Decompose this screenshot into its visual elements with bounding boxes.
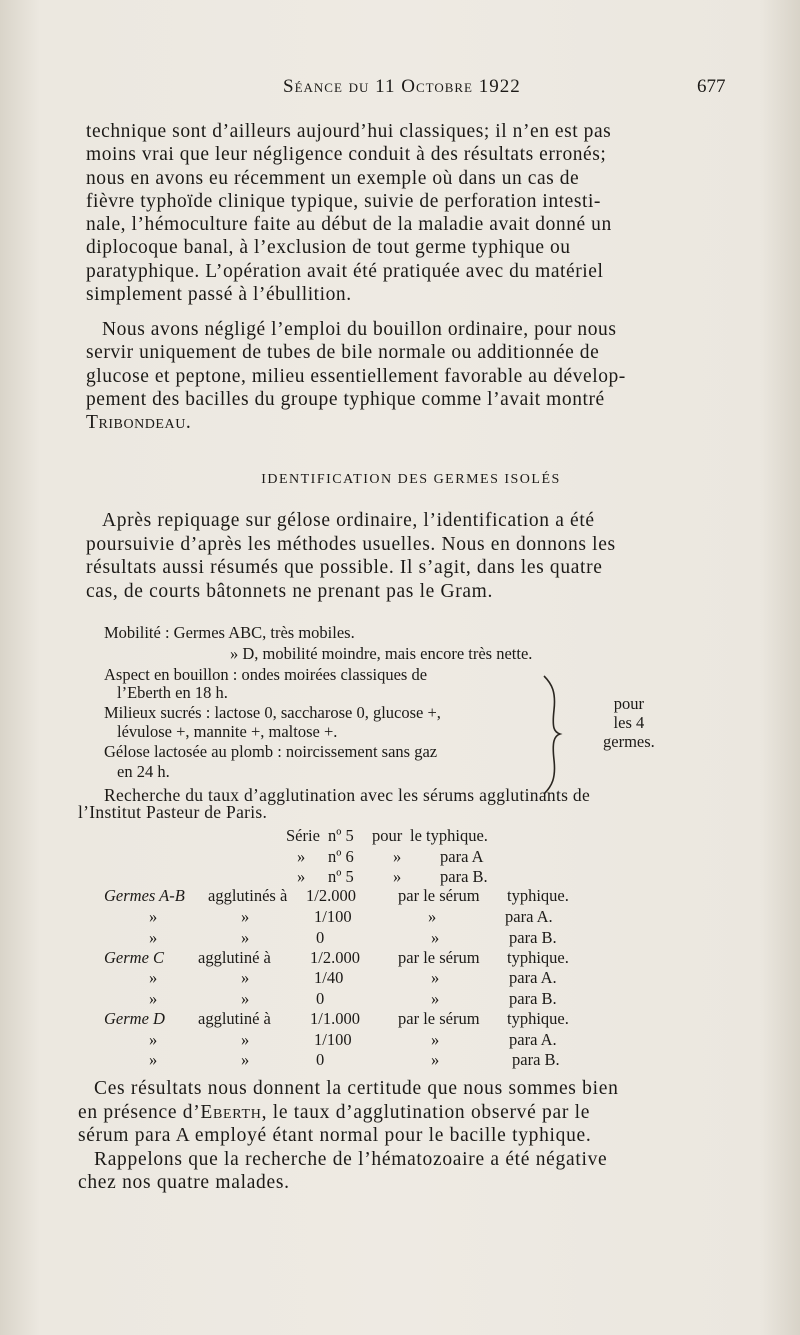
recherche-line-1: Recherche du taux d’agglutination avec les sérums agglutinants de (104, 785, 591, 805)
side-note (603, 694, 655, 751)
text-line: poursuivie d’après les méthodes usuelles. Nous en donnons les (86, 533, 616, 555)
intro-paragraph-1 (86, 120, 729, 306)
agg-mid: par le sérum (398, 1009, 480, 1028)
agg-rate: 1/100 (314, 907, 352, 926)
text-fragment: , le taux d’agglutination observé par le (261, 1101, 591, 1123)
series-label: » (297, 867, 306, 886)
agg-target: typhique. (507, 886, 569, 905)
agg-target: typhique. (507, 1009, 569, 1028)
agg-mid: » (431, 1030, 440, 1049)
agg-verb: » (241, 928, 250, 947)
agg-target: typhique. (507, 948, 569, 967)
agg-rate: 0 (316, 989, 325, 1008)
milieux-line-1: Milieux sucrés : lactose 0, saccharose 0, glucose +, (104, 703, 441, 722)
text-line: résultats aussi résumés que possible. Il s’agit, dans les quatre (86, 557, 603, 578)
intro-paragraph-2 (86, 318, 729, 434)
author-name: Eberth (200, 1101, 262, 1123)
agg-germ: » (149, 989, 158, 1008)
text-fragment: en présence d’ (78, 1101, 201, 1123)
agg-mid: par le sérum (398, 948, 480, 967)
series-for: » (393, 867, 402, 886)
text-line: Après repiquage sur gélose ordinaire, l’identification a été (102, 510, 595, 531)
agg-rate: 1/2.000 (310, 948, 360, 967)
agg-germ: Germe D (104, 1009, 165, 1028)
text-line: fièvre typhoïde clinique typique, suivie de perforation intesti- (86, 190, 601, 212)
text-line: Ces résultats nous donnent la certitude que nous sommes bien (94, 1078, 619, 1099)
page-number: 677 (697, 76, 726, 97)
text-line: paratyphique. L’opération avait été pratiquée avec du matériel (86, 260, 604, 282)
agg-target: para B. (509, 989, 557, 1008)
agg-target: para A. (509, 968, 557, 987)
agg-rate: 1/100 (314, 1030, 352, 1049)
aspect-line-2: l’Eberth en 18 h. (117, 683, 228, 702)
text-line: diplocoque banal, à l’exclusion de tout germe typhique ou (86, 237, 571, 259)
author-name: Tribondeau. (86, 412, 192, 434)
agg-germ: Germe C (104, 948, 165, 967)
section-heading: IDENTIFICATION DES GERMES ISOLÉS (261, 472, 561, 487)
agg-mid: » (431, 1050, 440, 1069)
agg-germ: » (149, 1050, 158, 1069)
side-note-line: pour (613, 694, 645, 713)
agg-mid: » (431, 968, 440, 987)
agg-rate: 0 (316, 928, 325, 947)
text-line: technique sont d’ailleurs aujourd’hui classiques; il n’en est pas (86, 121, 612, 142)
text-line: chez nos quatre malades. (78, 1172, 290, 1193)
agg-rate: 0 (316, 1050, 325, 1069)
series-number: nº 6 (328, 847, 354, 866)
agg-verb: agglutinés à (208, 886, 288, 905)
agg-verb: » (241, 1050, 250, 1069)
gelose-line-2: en 24 h. (117, 762, 170, 781)
agg-rate: 1/2.000 (306, 886, 356, 905)
agg-mid: » (431, 928, 440, 947)
text-line: simplement passé à l’ébullition. (86, 284, 352, 306)
agg-germ: » (149, 928, 158, 947)
agg-verb: » (241, 1030, 250, 1049)
recherche-line-2: l’Institut Pasteur de Paris. (78, 802, 268, 822)
text-line: Rappelons que la recherche de l’hématozoaire a été négative (94, 1148, 608, 1170)
series-label: Série (286, 826, 320, 845)
agg-target: para A. (509, 1030, 557, 1049)
agg-germ: » (149, 968, 158, 987)
text-line: glucose et peptone, milieu essentiellement favorable au dévelop- (86, 365, 626, 387)
closing-paragraphs (78, 1077, 729, 1195)
agg-verb: » (241, 968, 250, 987)
series-number: nº 5 (328, 867, 354, 886)
agg-verb: agglutiné à (198, 948, 271, 967)
text-line: pement des bacilles du groupe typhique comme l’avait montré (86, 388, 605, 410)
running-title: Séance du 11 Octobre 1922 (283, 76, 521, 97)
agg-germ: Germes A-B (104, 886, 185, 905)
agg-germ: » (149, 1030, 158, 1049)
agg-mid: par le sérum (398, 886, 480, 905)
milieux-line-2: lévulose +, mannite +, maltose +. (117, 722, 338, 741)
agg-mid: » (431, 989, 440, 1008)
series-target: para A (440, 847, 484, 866)
text-line: servir uniquement de tubes de bile normale ou additionnée de (86, 342, 600, 364)
text-line: moins vrai que leur négligence conduit à des résultats erronés; (86, 144, 607, 166)
series-target: le typhique. (410, 826, 488, 845)
text-line: Nous avons négligé l’emploi du bouillon ordinaire, pour nous (102, 319, 617, 340)
agg-verb: agglutiné à (198, 1009, 271, 1028)
text-line (78, 1101, 729, 1125)
agg-mid: » (428, 907, 437, 926)
agg-verb: » (241, 989, 250, 1008)
side-note-line: les 4 (613, 713, 645, 732)
text-line: sérum para A employé étant normal pour le bacille typhique. (78, 1125, 592, 1146)
agg-target: para B. (509, 928, 557, 947)
text-line: nous en avons eu récemment un exemple où dans un cas de (86, 167, 580, 189)
agg-germ: » (149, 907, 158, 926)
series-for: pour (372, 826, 403, 845)
agg-target: para A. (505, 907, 553, 926)
mobilite-line-1: Mobilité : Germes ABC, très mobiles. (104, 623, 355, 642)
page-header (0, 76, 800, 100)
agg-verb: » (241, 907, 250, 926)
side-note-line: germes. (603, 732, 655, 751)
series-number: nº 5 (328, 826, 354, 845)
identification-paragraph (86, 509, 729, 603)
agg-rate: 1/40 (314, 968, 344, 987)
aspect-line-1: Aspect en bouillon : ondes moirées classiques de (104, 665, 428, 684)
mobilite-line-2: » D, mobilité moindre, mais encore très nette. (230, 644, 533, 663)
text-line: nale, l’hémoculture faite au début de la maladie avait donné un (86, 214, 612, 236)
gelose-line-1: Gélose lactosée au plomb : noircissement sans gaz (104, 742, 438, 761)
agg-target: para B. (512, 1050, 560, 1069)
series-target: para B. (440, 867, 488, 886)
text-line: cas, de courts bâtonnets ne prenant pas le Gram. (86, 580, 493, 602)
series-for: » (393, 847, 402, 866)
series-label: » (297, 847, 306, 866)
brace-bracket (538, 670, 568, 798)
agg-rate: 1/1.000 (310, 1009, 360, 1028)
